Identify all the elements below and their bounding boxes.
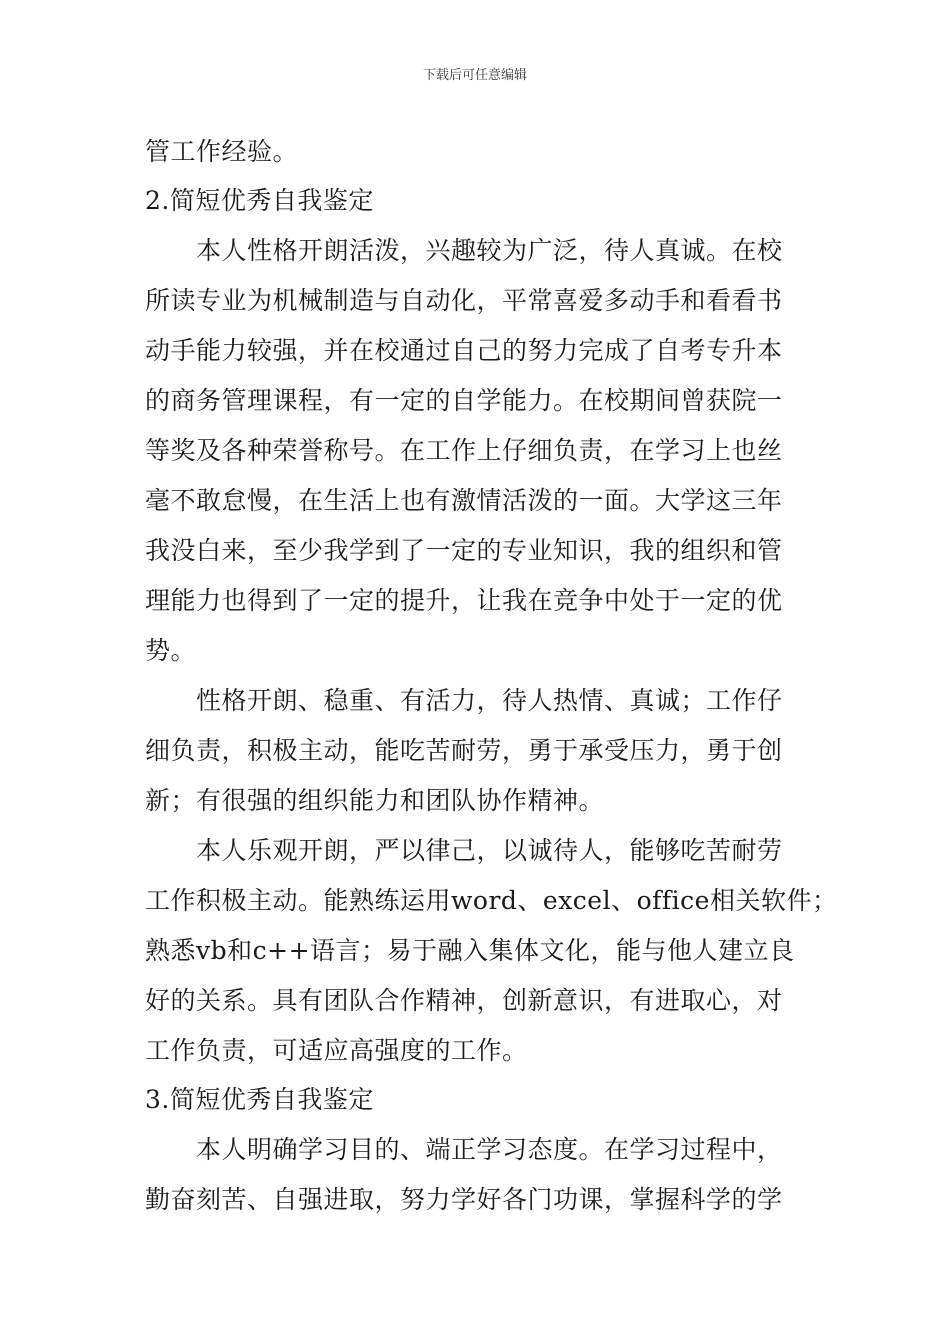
text-line: 本人明确学习目的、端正学习态度。在学习过程中， — [196, 1135, 783, 1164]
text-line: 新；有很强的组织能力和团队协作精神。 — [145, 786, 605, 815]
text-line: 所读专业为机械制造与自动化，平常喜爱多动手和看看书 — [145, 286, 783, 315]
text-line: 毫不敢怠慢，在生活上也有激情活泼的一面。大学这三年 — [145, 486, 783, 515]
text-line: 理能力也得到了一定的提升，让我在竞争中处于一定的优 — [145, 586, 783, 615]
text-line: 势。 — [145, 636, 197, 665]
section-heading: 3.简短优秀自我鉴定 — [145, 1085, 374, 1114]
page-header: 下载后可任意编辑 — [422, 68, 527, 83]
text-line: 工作负责，可适应高强度的工作。 — [145, 1036, 528, 1065]
text-line: 熟悉vb和c++语言；易于融入集体文化，能与他人建立良 — [145, 936, 795, 965]
text-line: 等奖及各种荣誉称号。在工作上仔细负责，在学习上也丝 — [145, 436, 783, 465]
text-line: 本人性格开朗活泼，兴趣较为广泛，待人真诚。在校 — [196, 236, 783, 265]
text-line: 勤奋刻苦、自强进取，努力学好各门功课，掌握科学的学 — [145, 1185, 783, 1214]
text-line: 细负责，积极主动，能吃苦耐劳，勇于承受压力，勇于创 — [145, 736, 783, 765]
text-line: 本人乐观开朗，严以律己，以诚待人，能够吃苦耐劳 — [196, 836, 783, 865]
text-line: 工作积极主动。能熟练运用word、excel、office相关软件； — [145, 886, 838, 915]
text-line: 我没白来，至少我学到了一定的专业知识，我的组织和管 — [145, 536, 783, 565]
section-heading: 2.简短优秀自我鉴定 — [145, 186, 374, 215]
text-line: 好的关系。具有团队合作精神，创新意识，有进取心，对 — [145, 986, 783, 1015]
text-line: 管工作经验。 — [145, 137, 299, 166]
text-line: 性格开朗、稳重、有活力，待人热情、真诚；工作仔 — [196, 686, 783, 715]
text-line: 动手能力较强，并在校通过自己的努力完成了自考专升本 — [145, 336, 783, 365]
text-line: 的商务管理课程，有一定的自学能力。在校期间曾获院一 — [145, 386, 783, 415]
